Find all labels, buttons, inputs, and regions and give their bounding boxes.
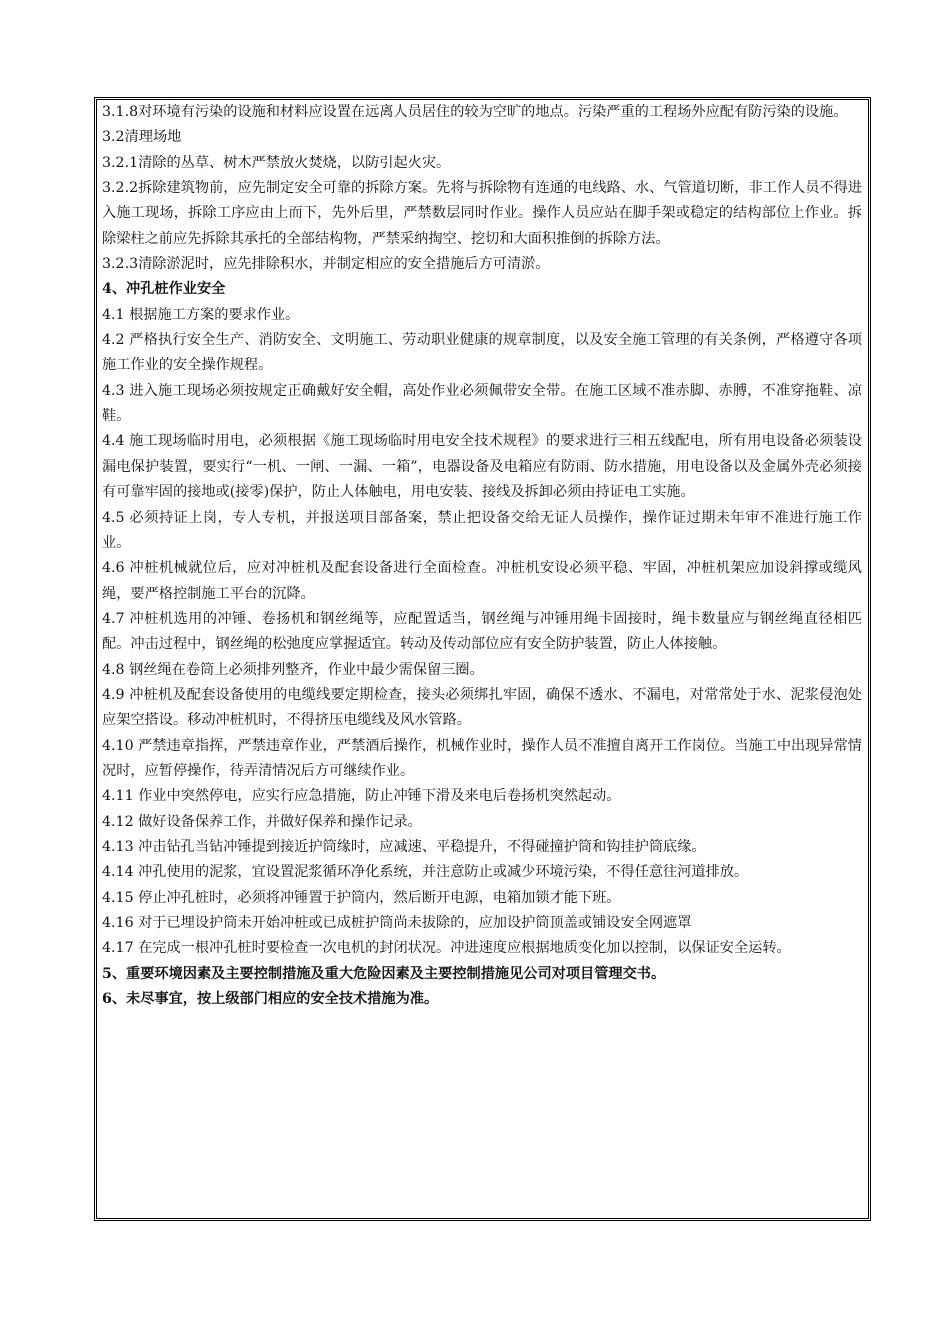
paragraph-4-16: 4.16 对于已埋设护筒未开始冲桩或已成桩护筒尚未拔除的，应加设护筒顶盖或铺设安全网遮罩 (102, 915, 692, 931)
paragraph-4-10: 4.10 严禁违章指挥，严禁违章作业，严禁酒后操作，机械作业时，操作人员不准擅自离开工作岗位。当施工中出现异常情况时，应暂停操作，待弄清情况后方可继续作业。 (102, 737, 862, 779)
heading-3-2: 3.2清理场地 (102, 129, 182, 146)
paragraph-4-14: 4.14 冲孔使用的泥浆，宜设置泥浆循环净化系统，并注意防止或减少环境污染，不得任意往河道排放。 (102, 864, 749, 881)
paragraph-4-5: 4.5 必须持证上岗，专人专机，并报送项目部备案，禁止把设备交给无证人员操作，操作证过期未年审不准进行施工作业。 (102, 509, 862, 551)
paragraph-4-1: 4.1 根据施工方案的要求作业。 (102, 306, 300, 323)
paragraph-4-8: 4.8 钢丝绳在卷筒上必须排列整齐，作业中最少需保留三圈。 (102, 661, 484, 678)
heading-section-4: 4、冲孔桩作业安全 (102, 281, 226, 298)
paragraph-4-7: 4.7 冲桩机选用的冲锤、卷扬机和钢丝绳等，应配置适当，钢丝绳与冲锤用绳卡固接时，绳卡数量应与钢丝绳直径相匹配。冲击过程中，钢丝绳的松弛度应掌握适宜。转动及传动部位应有安全防护装置，防止人体接触。 (102, 610, 862, 653)
paragraph-4-4: 4.4 施工现场临时用电，必须根据《施工现场临时用电安全技术规程》的要求进行三相五线配电，所有用电设备必须装设漏电保护装置，要实行“一机、一闸、一漏、一箱”，电器设备及电箱应有防雨、防水措施，用电设备以及金属外壳必须接有可靠牢固的接地或(接零)保护，防止人体触电，用电安装、接线及拆卸必须由持证电工实施。 (102, 433, 862, 501)
paragraph-4-2: 4.2 严格执行安全生产、消防安全、文明施工、劳动职业健康的规章制度，以及安全施工管理的有关条例，严格遵守各项施工作业的安全操作规程。 (102, 332, 862, 374)
paragraph-4-11: 4.11 作业中突然停电，应实行应急措施，防止冲锤下滑及来电后卷扬机突然起动。 (102, 788, 621, 805)
paragraph-3-2-2: 3.2.2拆除建筑物前，应先制定安全可靠的拆除方案。先将与拆除物有连通的电线路、水、气管道切断，非工作人员不得进入施工现场，拆除工序应由上而下，先外后里，严禁数层同时作业。操作人员应站在脚手架或稳定的结构部位上作业。拆除梁柱之前应先拆除其承托的全部结构物，严禁采纳掏空、挖切和大面积推倒的拆除方法。 (102, 180, 862, 247)
paragraph-4-12: 4.12 做好设备保养工作，并做好保养和操作记录。 (102, 813, 422, 830)
paragraph-3-1-8: 3.1.8对环境有污染的设施和材料应设置在远离人员居住的较为空旷的地点。污染严重的工程场外应配有防污染的设施。 (102, 104, 848, 120)
paragraph-4-3: 4.3 进入施工现场必须按规定正确戴好安全帽，高处作业必须佩带安全带。在施工区域不准赤脚、赤膊，不准穿拖鞋、凉鞋。 (102, 382, 862, 425)
paragraph-4-17: 4.17 在完成一根冲孔桩时要检查一次电机的封闭状况。冲进速度应根据地质变化加以控制，以保证安全运转。 (102, 940, 791, 957)
paragraph-3-2-3: 3.2.3清除淤泥时，应先排除积水，并制定相应的安全措施后方可清淤。 (102, 256, 550, 273)
document-body (102, 100, 862, 1012)
heading-section-6: 6、未尽事宜，按上级部门相应的安全技术措施为准。 (102, 991, 439, 1008)
paragraph-4-6: 4.6 冲桩机械就位后，应对冲桩机及配套设备进行全面检查。冲桩机安设必须平稳、牢固，冲桩机架应加设斜撑或缆风绳，要严格控制施工平台的沉降。 (102, 560, 862, 602)
paragraph-4-13: 4.13 冲击钻孔当钻冲锤提到接近护筒缘时，应减速、平稳提升，不得碰撞护筒和钩挂护筒底缘。 (102, 838, 706, 855)
document-frame (94, 97, 871, 1221)
paragraph-4-15: 4.15 停止冲孔桩时，必须将冲锤置于护筒内，然后断开电源，电箱加锁才能下班。 (102, 889, 621, 906)
heading-section-5: 5、重要环境因素及主要控制措施及重大危险因素及主要控制措施见公司对项目管理交书。 (102, 965, 666, 982)
paragraph-4-9: 4.9 冲桩机及配套设备使用的电缆线要定期检查，接头必须绑扎牢固，确保不透水、不漏电，对常常处于水、泥浆侵泡处应架空搭设。移动冲桩机时，不得挤压电缆线及风水管路。 (102, 686, 862, 729)
paragraph-3-2-1: 3.2.1清除的丛草、树木严禁放火焚烧，以防引起火灾。 (102, 154, 451, 171)
